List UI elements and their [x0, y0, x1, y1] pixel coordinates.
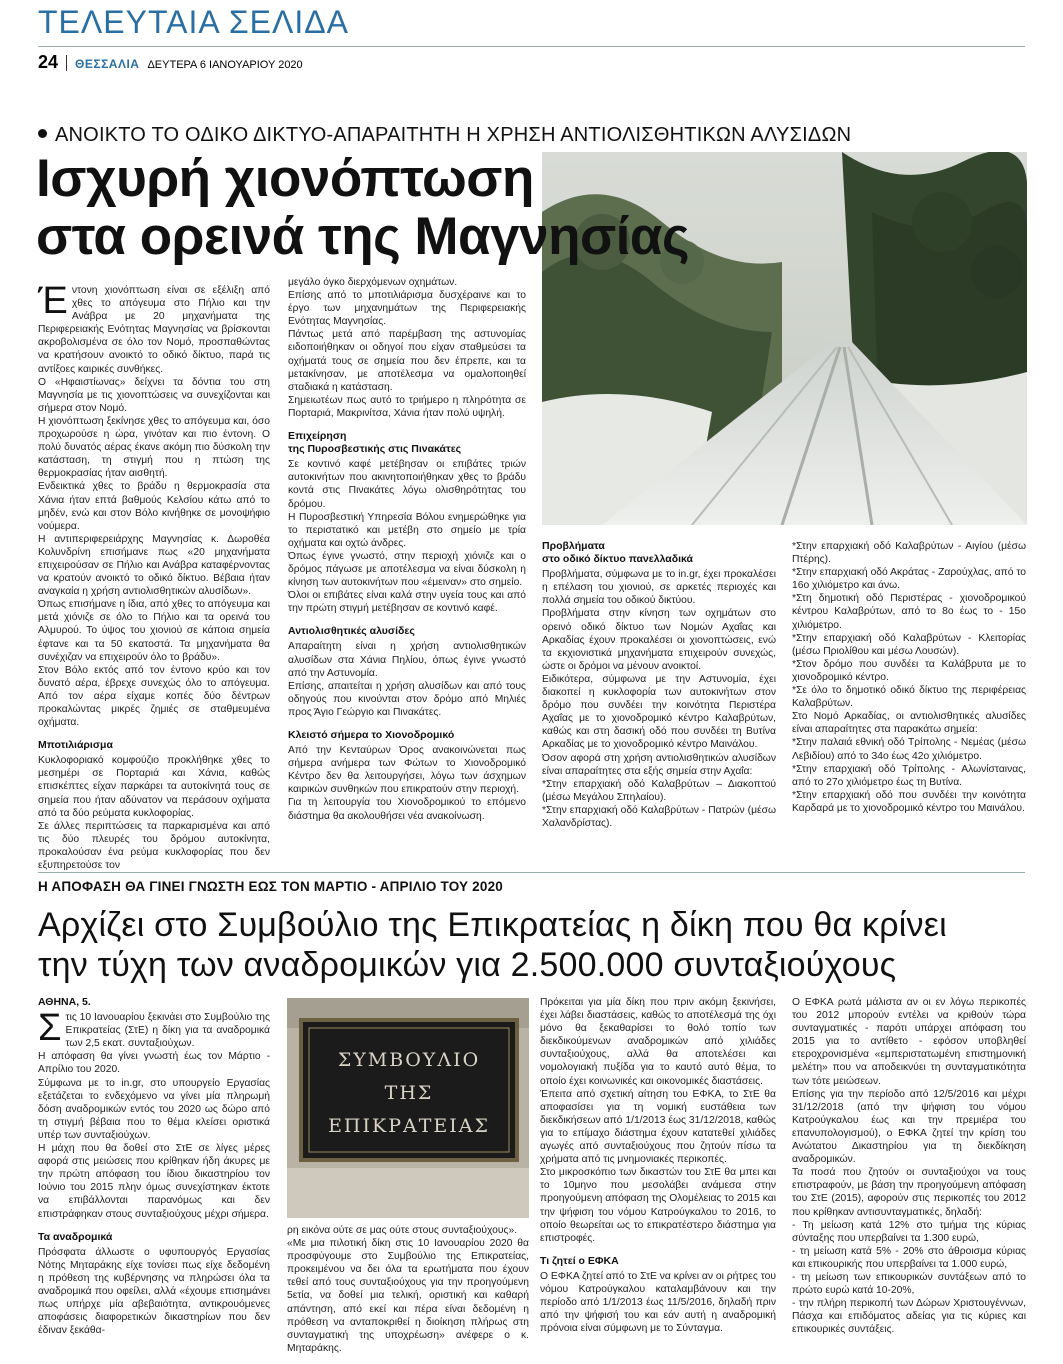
- section-title: ΤΕΛΕΥΤΑΙΑ ΣΕΛΙΔΑ: [38, 4, 349, 40]
- dropcap: Έ: [38, 280, 68, 322]
- article2-column-3: Πρόκειται για μία δίκη που πριν ακόμη ξεκινήσει, έχει λάβει διαστάσεις, καθώς το αποτέλεσμά της όχι μόνο θα ξεκαθαρίσει το θολό τοπίο των διεκδικούμενων αναδρομικών από χιλιάδες συνταξιούχους, αλλά θα αποτελέσει και νομολογιακή πυξίδα για το καυτό αυτό θέμα, το οποίο έχει κοινωνικές και οικονομικές διαστάσεις. Έπειτα από σχετική αίτηση του ΕΦΚΑ, το ΣτΕ θα αποφασίσει για τη νομική ευστάθεια των διεκδικήσεων από 1/1/2013 έως 31/12/2018, καθώς για το επίμαχο διάστημα έχουν κατατεθεί χιλιάδες αγωγές από συνταξιούχους που ζητούν πίσω τα χρήματα από τις μνημονιακές περικοπές. Στο μικροσκόπιο των δικαστών του ΣτΕ θα μπει και το 10μηνο που μεσολάβει ανάμεσα στην προηγούμενη απόφαση της Ολομέλειας το 2015 και την ψήφιση του νόμου Κατρούγκαλου το 2016, το οποίο θεωρείται ως το επικρατέστερο διάστημα για επιστροφές. Τι ζητεί ο ΕΦΚΑ Ο ΕΦΚΑ ζητεί από το ΣτΕ να κρίνει αν οι ρήτρες του νόμου Κατρούγκαλου καταλαμβάνουν και την περίοδο από 1/1/2013 έως 11/5/2016, δηλαδή πριν από την ψήφισή του και εάν αυτή η αναδρομική πρόνοια είναι σύμφωνη με το Σύνταγμα.: [540, 997, 776, 1335]
- article1-headline: Ισχυρή χιονόπτωση στα ορεινά της Μαγνησίας: [36, 149, 690, 266]
- article1-kicker: ΑΝΟΙΚΤΟ ΤΟ ΟΔΙΚΟ ΔΙΚΤΥΟ-ΑΠΑΡΑΙΤΗΤΗ Η ΧΡΗΣΗ ΑΝΤΙΟΛΙΣΘΗΤΙΚΩΝ ΑΛΥΣΙΔΩΝ: [38, 124, 851, 147]
- sign-text-line1: ΣΥΜΒΟΥΛΙΟ: [337, 1049, 481, 1071]
- dateline: ΑΘΗΝΑ, 5.: [38, 996, 91, 1008]
- sign-text-line3: ΕΠΙΚΡΑΤΕΙΑΣ: [328, 1115, 490, 1137]
- article1-column-4: *Στην επαρχιακή οδό Καλαβρύτων - Αιγίου (μέσω Πτέρης). *Στην επαρχιακή οδό Ακράτας - Ζαρούχλας, από το 16ο χιλιόμετρο και άνω. *Στη δημοτική οδό Περιστέρας - χιονοδρομικού κέντρου Καλαβρύτων, από το 8ο έως το - 15ο χιλιόμετρο. *Στην επαρχιακή οδό Καλαβρύτων - Κλειτορίας (μέσω Πριολίθου και μέσω Λουσών). *Στον δρόμο που συνδέει τα Καλάβρυτα με το χιονοδρομικό κέντρο. *Σε όλο το δημοτικό οδικό δίκτυο της περιφέρειας Καλαβρύτων. Στο Νομό Αρκαδίας, οι αντιολισθητικές αλυσίδες είναι απαραίτητες στα παρακάτω σημεία: *Στην παλαιά εθνική οδό Τρίπολης - Νεμέας (μέσω Λεβιδίου) από το 34ο έως 42ο χιλιόμετρο. *Στην επαρχιακή οδό Τρίπολης - Αλωνίσταινας, από το 27ο χιλιόμετρο έως τη Βυτίνα. *Στην επαρχιακή οδό που συνδέει την κοινότητα Καρδαρά με το χιονοδρομικό κέντρο του Μαινάλου.: [792, 541, 1026, 814]
- sign-text-line2: ΤΗΣ: [384, 1082, 434, 1104]
- article1-column-2: μεγάλο όγκο διερχόμενων οχημάτων. Επίσης από το μποτιλιάρισμα δυσχέραινε και το έργο των μηχανημάτων της Περιφερειακής Ενότητας Μαγνησίας. Πάντως μετά από παρέμβαση της αστυνομίας ειδοποιήθηκαν οι οδηγοί που είχαν σταθμεύσει τα οχήματά τους σε σημεία που δεν έπρεπε, και τα μετακίνησαν, με αποτέλεσμα να ομαλοποιηθεί σταδιακά η κατάσταση. Σημειωτέων πως αυτό το τριήμερο η πληρότητα σε Πορταριά, Μακρινίτσα, Χάνια ήταν πολύ υψηλή. Επιχείρηση της Πυροσβεστικής στις Πινακάτες Σε κοντινό καφέ μετέβησαν οι επιβάτες τριών αυτοκινήτων που ακινητοποιήθηκαν χθες το βράδυ κοντά στις Πινακάτες λόγω ολισθηρότητας του δρόμου. Η Πυροσβεστική Υπηρεσία Βόλου ενημερώθηκε για το περιστατικό και μετέβη στο σημείο με τρία οχήματα και οχτώ άνδρες. Όπως έγινε γνωστό, στην περιοχή χιόνιζε και ο δρόμος πάγωσε με αποτέλεσμα να είναι δύσκολη η κίνηση των αυτοκινήτων που «έμειναν» στο σημείο. Όλοι οι επιβάτες είναι καλά στην υγεία τους και από την πρώτη στιγμή μετέβησαν σε κοντινό καφέ. Αντιολισθητικές αλυσίδες Απαραίτητη είναι η χρήση αντιολισθητικών αλυσίδων στα Χάνια Πηλίου, όπως έγινε γνωστό από την Αστυνομία. Επίσης, απαιτείται η χρήση αλυσίδων και από τους οδηγούς που κινούνται στον δρόμο από Μηλιές προς Άγιο Γεώργιο και Πινακάτες. Κλειστό σήμερα το Χιονοδρομικό Από την Κενταύρων Όρος ανακοινώνεται πως σήμερα ανήμερα των Φώτων το Χιονοδρομικό Κέντρο δεν θα λειτουργήσει, λόγω των άσχημων καιρικών συνθηκών που επικρατούν στην περιοχή. Για τη λειτουργία του Χιονοδρομικού το επόμενο διάστημα θα ακολουθήσει νέα ανακοίνωση.: [288, 277, 526, 822]
- subhead: Τα αναδρομικά: [38, 1230, 113, 1243]
- issue-date: ΔΕΥΤΕΡΑ 6 ΙΑΝΟΥΑΡΙΟΥ 2020: [147, 59, 303, 71]
- article2-column-1: ΑΘΗΝΑ, 5. Στις 10 Ιανουαρίου ξεκινάει στο Συμβούλιο της Επικρατείας (ΣτΕ) η δίκη για τα αναδρομικά των 2,5 εκατ. συνταξιούχων. Η απόφαση θα γίνει γνωστή έως τον Μάρτιο - Απρίλιο του 2020. Σύμφωνα με το in.gr, στο υπουργείο Εργασίας εξετάζεται το ενδεχόμενο να γίνει μία πληρωμή δόση αναδρομικών εντός του 2020 ως δώρο από τη στιγμή βέβαια που το θέμα κλείσει οριστικά υπέρ των συνταξιούχων. Η μάχη που θα δοθεί στο ΣτΕ σε λίγες μέρες αφορά στις μειώσεις που κρίθηκαν ήδη άκυρες με την πρώτη απόφαση του ίδιου δικαστηρίου τον Ιούνιο του 2015 πλην όμως συνεχίστηκαν έκτοτε να επιβάλλονται παρανόμως και δεν επιστράφηκαν στους συνταξιούχους μέχρι σήμερα. Τα αναδρομικά Πρόσφατα άλλωστε ο υφυπουργός Εργασίας Νότης Μηταράκης είχε τονίσει πως είχε δεδομένη η πρόθεση της κυβέρνησης να πληρώσει όλα τα αναδρομικά που οφείλει, αλλά «έχουμε επισημάνει πως υπήρχε μία αβεβαιότητα, αντικρουόμενες αποφάσεις διαφορετικών δικαστηρίων που δεν έδιναν ξεκάθα-: [38, 996, 270, 1337]
- article2-headline: Αρχίζει στο Συμβούλιο της Επικρατείας η δίκη που θα κρίνει την τύχη των αναδρομικών για 2.500.000 συνταξιούχους: [38, 906, 947, 984]
- header-rule: [38, 46, 1025, 47]
- newspaper-name: ΘΕΣΣΑΛΙΑ: [75, 57, 140, 71]
- subhead: Αντιολισθητικές αλυσίδες: [288, 625, 415, 638]
- article1-column-1: Έντονη χιονόπτωση είναι σε εξέλιξη από χθες το απόγευμα στο Πήλιο και την Ανάβρα με 20 μηχανήματα της Περιφερειακής Ενότητας Μαγνησίας να βρίσκονται ακροβολισμένα σε όλο τον Νομό, προσπαθώντας να κρατήσουν ανοικτό το οδικό δίκτυο, παρά τις αντίξοες καιρικές συνθήκες. Ο «Ηφαιστίωνας» δείχνει τα δόντια του στη Μαγνησία με τις χιονοπτώσεις να συνεχίζονται και σήμερα στον Νομό. Η χιονόπτωση ξεκίνησε χθες το απόγευμα και, όσο προχωρούσε η ώρα, γινόταν και πιο έντονη. Ο πολύ δυνατός αέρας έκανε ακόμη πιο δύσκολη την κατάσταση, τη στιγμή που η πτώση της θερμοκρασίας ήταν αισθητή. Ενδεικτικά χθες το βράδυ η θερμοκρασία στα Χάνια ήταν επτά βαθμούς Κελσίου κάτω από το μηδέν, ενώ και στον Βόλο κινήθηκε σε μονοψήφιο νούμερα. Η αντιπεριφερειάρχης Μαγνησίας κ. Δωροθέα Κολυνδρίνη επισήμανε πως «20 μηχανήματα επιχειρούσαν σε Πήλιο και Ανάβρα καταφέρνοντας να κρατούν ανοικτό το οδικό δίκτυο. Βέβαια ήταν αναγκαία η χρήση αντιολισθητικών αλυσίδων». Όπως επισήμανε η ίδια, από χθες το απόγευμα και μετά χιόνιζε σε όλο το Πήλιο και τα ορεινά του Αλμυρού. Το ύψος του χιονιού σε κάποια σημεία έφτανε και τα 50 εκατοστά. Τα μηχανήματα θα συνέχιζαν να επιχειρούν όλο το βράδυ». Στον Βόλο εκτός από τον έντονο κρύο και τον δυνατό αέρα, έβρεχε συνεχώς όλο το απόγευμα. Από τον αέρα είχαμε κοπές δύο δέντρων προκαλώντας μικρές ζημιές σε σταθμευμένα οχήματα. Μποτιλιάρισμα Κυκλοφοριακό κομφούζιο προκλήθηκε χθες το μεσημέρι σε Πορταριά και Χάνια, καθώς επισκέπτες είχαν παρκάρει τα αυτοκίνητά τους σε σημεία που ήταν αδύνατον να περάσουν οχήματα από τα δύο ρεύματα κυκλοφορίας. Σε άλλες περιπτώσεις τα παρκαρισμένα και από τις δύο πλευρές του δρόμου αυτοκίνητα, προκαλούσαν ένα ρεύμα κυκλοφορίας που δεν εξυπηρετούσε τον: [38, 280, 270, 872]
- council-sign-photo: [287, 998, 529, 1218]
- subhead: Μποτιλιάρισμα: [38, 739, 113, 752]
- subhead: Κλειστό σήμερα το Χιονοδρομικό: [288, 729, 455, 741]
- bullet-icon: [38, 129, 47, 138]
- folio-divider: [66, 55, 67, 71]
- article1-column-3: Προβλήματα στο οδικό δίκτυο πανελλαδικά Προβλήματα, σύμφωνα με το in.gr, έχει προκαλέσει η επέλαση του χιονιού, σε αρκετές περιοχές και πολλά σημεία του οδικού δικτύου. Προβλήματα στην κίνηση των οχημάτων στο ορεινό οδικό δίκτυο των Νομών Αχαΐας και Αρκαδίας έχουν προκαλέσει οι χιονοπτώσεις, ενώ τα εκχιονιστικά μηχανήματα επιχειρούν συνεχώς, ώστε οι δρόμοι να μένουν ανοικτοί. Ειδικότερα, σύμφωνα με την Αστυνομία, έχει διακοπεί η κυκλοφορία των αυτοκινήτων στον δρόμο που συνδέει την κοινότητα Περιστέρα Αχαΐας με το χιονοδρομικό κέντρο Καλαβρύτων, καθώς και στη δασική οδό που συνδέει τη Βυτίνα Αρκαδίας με το χιονοδρομικό κέντρο Μαινάλου. Όσον αφορά στη χρήση αντιολισθητικών αλυσίδων είναι απαραίτητες στα εξής σημεία στην Αχαΐα: *Στην επαρχιακή οδό Καλαβρύτων – Διακοπτού (μέσω Μεγάλου Σπηλαίου). *Στην επαρχιακή οδό Καλαβρύτων - Πατρών (μέσω Χαλανδρίστας).: [542, 540, 776, 829]
- article2-column-2: ρη εικόνα ούτε σε μας ούτε στους συνταξιούχους». «Με μια πιλοτική δίκη στις 10 Ιανουαρίου 2020 θα προσφύγουμε στο Συμβούλιο της Επικρατείας, προκειμένου να δει όλα τα ερωτήματα που έχουν τεθεί από τους συνταξιούχους για την προηγούμενη 5ετία, να δοθεί μια τελική, οριστική και καθαρή απάντηση, από εκεί και πέρα είναι δεδομένη η πρόθεση να ανταποκριθεί η διοίκηση πλήρως στη συνταγματική της υποχρέωση» ανέφερε ο κ. Μηταράκης.: [287, 1225, 529, 1354]
- article2-kicker: Η ΑΠΟΦΑΣΗ ΘΑ ΓΙΝΕΙ ΓΝΩΣΤΗ ΕΩΣ ΤΟΝ ΜΑΡΤΙΟ - ΑΠΡΙΛΙΟ ΤΟΥ 2020: [38, 879, 504, 894]
- folio: [38, 52, 303, 73]
- subhead: Προβλήματα στο οδικό δίκτυο πανελλαδικά: [542, 540, 693, 566]
- article2-column-4: Ο ΕΦΚΑ ρωτά μάλιστα αν οι εν λόγω περικοπές του 2012 μπορούν εντέλει να κριθούν τώρα συνταγματικές - παρότι υπάρχει απόφαση του 2015 για το αντίθετο - εφόσον υποβληθεί ετεροχρονισμένα «εμπεριστατωμένη επιστημονική μελέτη» που να αποδεικνύει τη συνταγματικότητα των τότε μειώσεων. Επίσης για την περίοδο από 12/5/2016 και μέχρι 31/12/2018 (από την ψήφιση του νόμου Κατρούγκαλου έως και την πρεμιέρα του επανυπολογισμού), ο ΕΦΚΑ ζητεί την κρίση του Ανώτατου Δικαστηρίου για τη διεκδίκηση αναδρομικών. Τα ποσά που ζητούν οι συνταξιούχοι να τους επιστραφούν, με βάση την προηγούμενη απόφαση του ΣτΕ (2015), αφορούν στις περικοπές του 2012 που κρίθηκαν αντισυνταγματικές, δηλαδή: - Τη μείωση κατά 12% στο τμήμα της κύριας σύνταξης που υπερβαίνει τα 1.300 ευρώ, - τη μείωση κατά 5% - 20% στο άθροισμα κύριας και επικουρικής που υπερβαίνει τα 1.000 ευρώ, - τη μείωση των επικουρικών συντάξεων από το πρώτο ευρώ κατά 10-20%, - την πλήρη περικοπή των Δώρων Χριστουγέννων, Πάσχα και επιδόματος αδείας για τις κύριες και επικουρικές συντάξεις.: [792, 997, 1026, 1336]
- subhead: Επιχείρηση της Πυροσβεστικής στις Πινακάτες: [288, 430, 462, 456]
- dropcap: Σ: [38, 1007, 62, 1050]
- subhead: Τι ζητεί ο ΕΦΚΑ: [540, 1254, 619, 1267]
- section-divider: [38, 872, 1025, 873]
- page-number: 24: [38, 52, 59, 72]
- council-sign-illustration: [287, 998, 529, 1218]
